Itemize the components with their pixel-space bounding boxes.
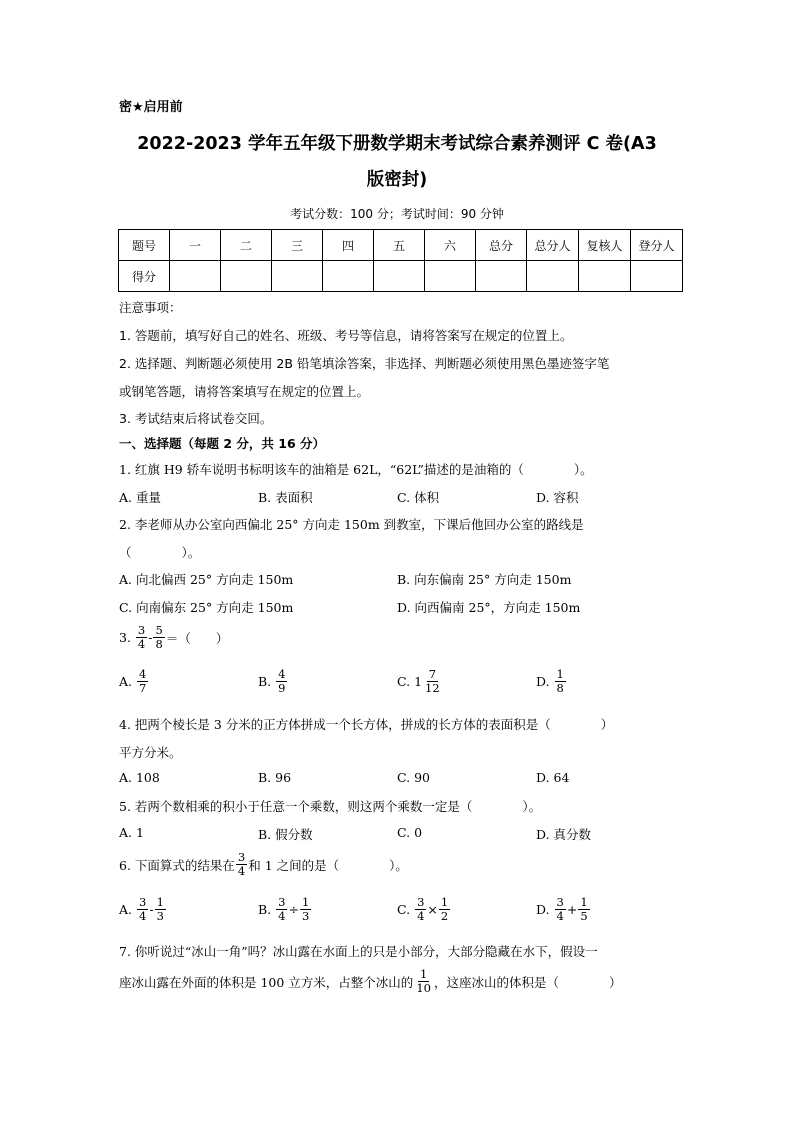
denominator: 4 (556, 909, 564, 923)
option-c[interactable]: C. 向南偏东 25° 方向走 150m (119, 600, 294, 615)
option-label: D. (536, 674, 550, 689)
fraction (578, 896, 589, 923)
score-input-cell[interactable] (631, 261, 683, 292)
denominator: 4 (237, 864, 246, 878)
stem-text: 和 1 之间的是（ ）。 (248, 857, 408, 873)
score-input-cell[interactable] (374, 261, 425, 292)
option-label: B. (258, 674, 272, 689)
fraction (300, 896, 311, 923)
denominator: 7 (139, 681, 147, 695)
note-item: 2. 选择题、判断题必须使用 2B 铅笔填涂答案，非选择、判断题必须使用黑色墨迹签字笔 (119, 356, 610, 371)
numerator: 4 (278, 667, 286, 681)
option-b[interactable] (258, 896, 312, 923)
numerator: 4 (139, 667, 147, 681)
numerator: 1 (301, 895, 310, 909)
numerator: 1 (556, 667, 564, 681)
score-table (118, 229, 683, 292)
fraction (137, 896, 148, 923)
option-d[interactable] (536, 668, 567, 695)
score-input-cell[interactable] (476, 261, 527, 292)
numerator: 7 (428, 667, 437, 681)
question-stem (119, 851, 408, 878)
score-table-cell: 六 (425, 230, 476, 261)
score-table-cell: 总分人 (527, 230, 579, 261)
question-stem: 4. 把两个棱长是 3 分米的正方体拼成一个长方体，拼成的长方体的表面积是（ ） (119, 717, 614, 732)
operator: + (566, 902, 578, 917)
option-label: A. (119, 674, 133, 689)
score-input-cell[interactable] (579, 261, 631, 292)
fraction (276, 896, 287, 923)
option-b[interactable] (258, 668, 288, 695)
note-item: 或钢笔答题，请将答案填写在规定的位置上。 (119, 384, 370, 399)
numerator: 1 (419, 967, 428, 981)
stem-text: ，这座冰山的体积是（ ） (433, 974, 622, 990)
fraction (555, 896, 566, 923)
question-stem: 7. 你听说过“冰山一角”吗？冰山露在水面上的只是小部分，大部分隐藏在水下，假设一 (119, 944, 598, 959)
score-input-cell[interactable] (425, 261, 476, 292)
section-heading: 一、选择题（每题 2 分，共 16 分） (119, 436, 326, 451)
question-stem: 1. 红旗 H9 轿车说明书标明该车的油箱是 62L，“62L”描述的是油箱的（ ）。 (119, 462, 593, 477)
option-c[interactable]: C. 体积 (397, 490, 440, 505)
option-a[interactable]: A. 108 (119, 770, 160, 785)
denominator: 8 (556, 681, 564, 695)
denominator: 4 (139, 909, 147, 923)
option-a[interactable] (119, 668, 149, 695)
denominator: 4 (137, 637, 146, 651)
option-d[interactable]: D. 真分数 (536, 827, 592, 842)
numerator: 1 (440, 895, 449, 909)
option-label: A. (119, 902, 133, 917)
option-a[interactable]: A. 1 (119, 825, 144, 840)
question-stem: 平方分米。 (119, 745, 182, 760)
note-item: 3. 考试结束后将试卷交回。 (119, 411, 273, 426)
fraction (236, 851, 247, 878)
question-stem: 2. 李老师从办公室向西偏北 25° 方向走 150m 到教室，下课后他回办公室的路线是 (119, 517, 584, 532)
page-title-line2: 版密封) (366, 170, 428, 190)
numerator: 3 (237, 850, 246, 864)
numerator: 3 (417, 895, 425, 909)
denominator: 5 (580, 909, 588, 923)
numerator: 1 (156, 895, 164, 909)
confidential-label: 密★启用前 (119, 100, 183, 115)
numerator: 3 (139, 895, 147, 909)
option-label: B. (258, 902, 272, 917)
score-table-cell: 得分 (119, 261, 170, 292)
fraction (137, 668, 148, 695)
option-label: C. (397, 674, 411, 689)
page-title-line1: 2022-2023 学年五年级下册数学期末考试综合素养测评 C 卷(A3 (137, 134, 657, 154)
denominator: 2 (440, 909, 449, 923)
score-table-cell: 四 (323, 230, 374, 261)
fraction (439, 896, 450, 923)
score-table-score-row (119, 261, 683, 292)
option-b[interactable]: B. 向东偏南 25° 方向走 150m (397, 572, 572, 587)
denominator: 4 (278, 909, 286, 923)
fraction (276, 668, 287, 695)
stem-text: 座冰山露在外面的体积是 100 立方米，占整个冰山的 (119, 974, 414, 990)
score-table-header-row (119, 230, 683, 261)
option-b[interactable]: B. 表面积 (258, 490, 313, 505)
denominator: 3 (301, 909, 310, 923)
score-table-cell: 复核人 (579, 230, 631, 261)
denominator: 9 (278, 681, 286, 695)
fraction (136, 624, 147, 651)
score-table-cell: 题号 (119, 230, 170, 261)
whole-number: 1 (414, 674, 423, 689)
option-d[interactable]: D. 容积 (536, 490, 579, 505)
option-c[interactable]: C. 90 (397, 770, 430, 785)
numerator: 3 (137, 623, 146, 637)
denominator: 12 (425, 681, 440, 695)
numerator: 1 (580, 895, 588, 909)
denominator: 4 (417, 909, 425, 923)
operator: × (427, 902, 438, 917)
exam-info: 考试分数：100 分；考试时间：90 分钟 (290, 207, 504, 221)
fraction (423, 668, 442, 695)
option-label: D. (536, 902, 550, 917)
numerator: 3 (278, 895, 286, 909)
question-stem: （ ）。 (119, 545, 201, 560)
notes-heading: 注意事项： (119, 300, 182, 315)
option-b[interactable]: B. 假分数 (258, 827, 313, 842)
fraction (415, 896, 426, 923)
option-label: C. (397, 902, 411, 917)
option-c[interactable] (397, 896, 451, 923)
fraction (414, 968, 433, 995)
score-input-cell[interactable] (170, 261, 221, 292)
option-a[interactable] (119, 896, 167, 923)
denominator: 8 (155, 637, 163, 651)
answer-blank: ＝（ ） (165, 630, 229, 646)
denominator: 3 (156, 909, 164, 923)
option-d[interactable]: D. 向西偏南 25°，方向走 150m (397, 600, 581, 615)
score-table-cell: 二 (221, 230, 272, 261)
note-item: 1. 答题前，填写好自己的姓名、班级、考号等信息，请将答案写在规定的位置上。 (119, 328, 573, 343)
option-c[interactable]: C. 0 (397, 825, 423, 840)
score-input-cell[interactable] (221, 261, 272, 292)
operator: - (148, 630, 153, 645)
operator: ÷ (288, 902, 299, 917)
question-stem (119, 624, 228, 651)
fraction (155, 896, 166, 923)
denominator: 10 (416, 981, 431, 995)
question-stem (119, 968, 621, 995)
score-table-cell: 登分人 (631, 230, 683, 261)
option-c[interactable] (397, 668, 443, 695)
numerator: 3 (556, 895, 564, 909)
score-table-cell: 五 (374, 230, 425, 261)
fraction (555, 668, 566, 695)
operator: - (149, 902, 154, 917)
option-a[interactable]: A. 向北偏西 25° 方向走 150m (119, 572, 294, 587)
question-number: 3. (119, 630, 131, 645)
option-d[interactable]: D. 64 (536, 770, 570, 785)
option-a[interactable]: A. 重量 (119, 490, 161, 505)
score-input-cell[interactable] (272, 261, 323, 292)
fraction (153, 624, 164, 651)
score-table-cell: 总分 (476, 230, 527, 261)
score-table-cell: 三 (272, 230, 323, 261)
score-input-cell[interactable] (527, 261, 579, 292)
question-stem: 5. 若两个数相乘的积小于任意一个乘数，则这两个乘数一定是（ ）。 (119, 799, 542, 814)
option-d[interactable] (536, 896, 591, 923)
option-b[interactable]: B. 96 (258, 770, 292, 785)
score-table-cell: 一 (170, 230, 221, 261)
stem-text: 6. 下面算式的结果在 (119, 857, 235, 873)
score-input-cell[interactable] (323, 261, 374, 292)
numerator: 5 (155, 623, 163, 637)
